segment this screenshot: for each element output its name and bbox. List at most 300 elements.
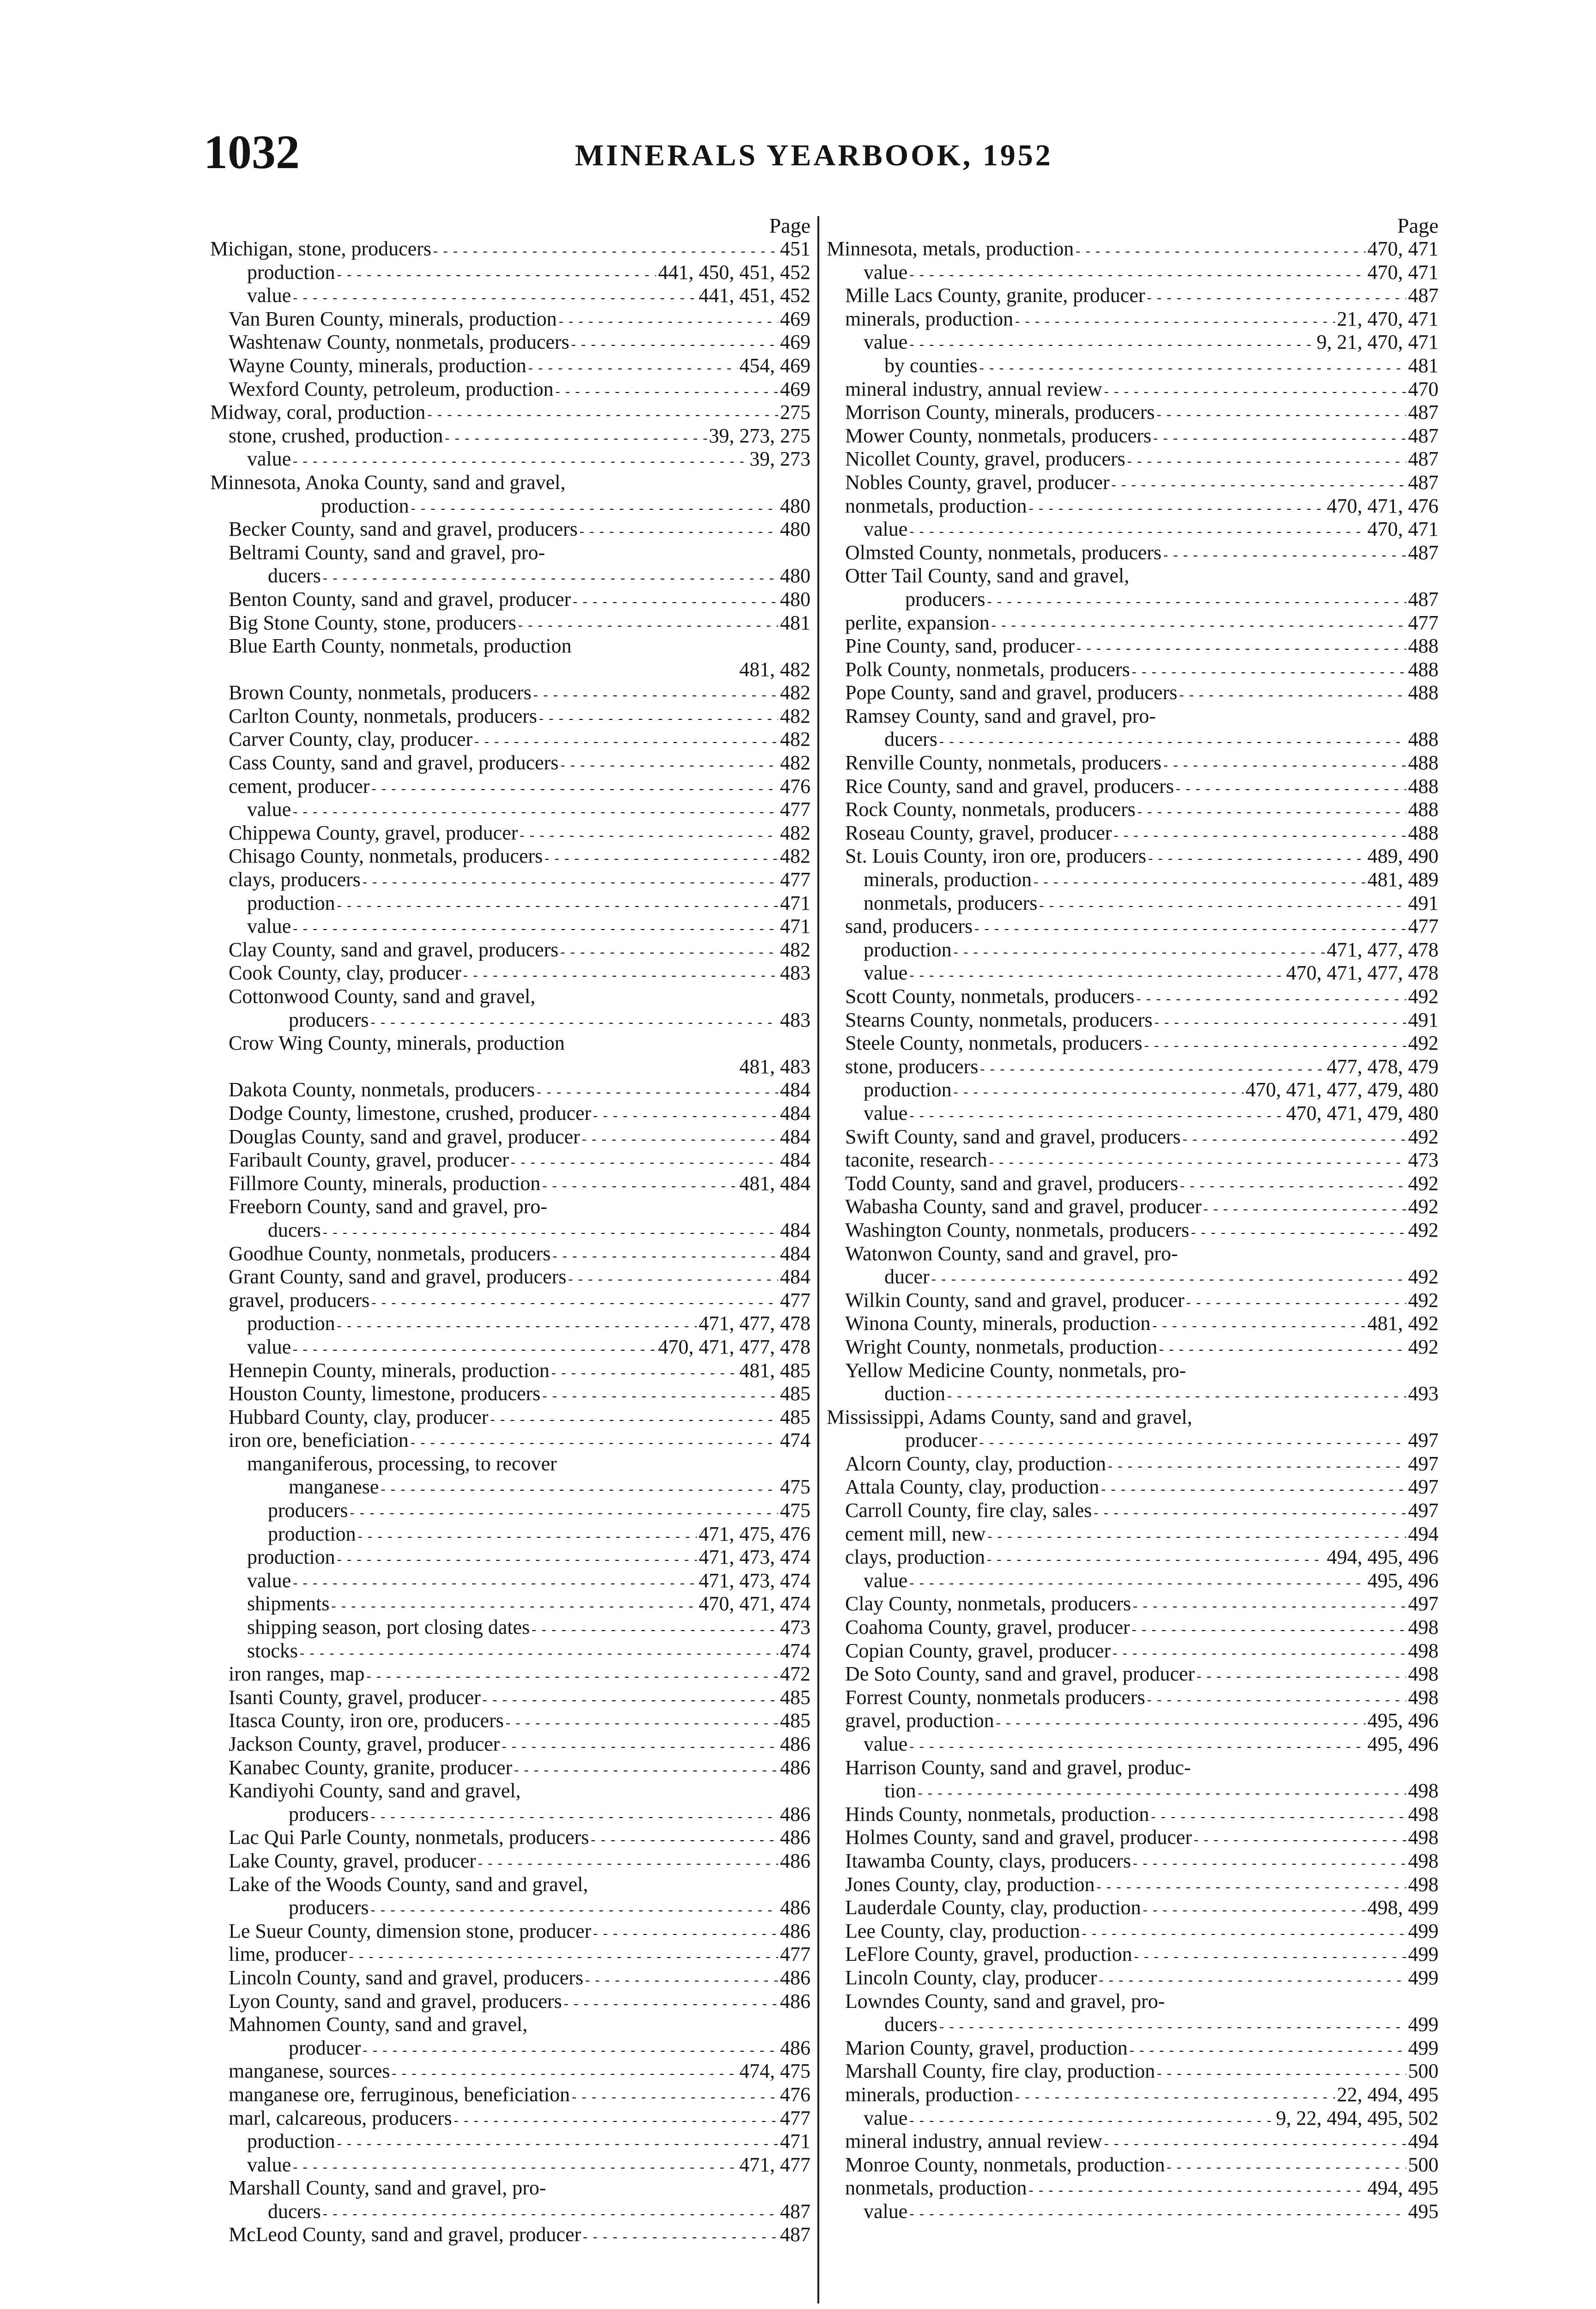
page-reference: 483 <box>780 1008 810 1031</box>
dot-leader <box>1151 1803 1406 1829</box>
entry-text: Mahnomen County, sand and gravel, <box>229 2013 528 2036</box>
index-entry <box>827 1733 1439 1756</box>
page-reference: 491 <box>1408 1008 1439 1031</box>
entry-text: Lac Qui Parle County, nonmetals, producers <box>229 1826 589 1849</box>
index-entry <box>210 308 810 331</box>
entry-text: Cook County, clay, producer <box>229 961 461 985</box>
entry-text: value <box>247 1335 291 1358</box>
entry-text: Wayne County, minerals, production <box>229 354 526 377</box>
entry-text: Scott County, nonmetals, producers <box>845 985 1135 1008</box>
dot-leader <box>1197 1662 1406 1688</box>
entry-text: Lyon County, sand and gravel, producers <box>229 1989 562 2013</box>
dot-leader <box>532 1616 778 1642</box>
dot-leader <box>1152 1312 1366 1338</box>
page-reference: 471, 475, 476 <box>699 1522 810 1545</box>
dot-leader <box>909 1569 1366 1595</box>
page-reference: 488 <box>1408 751 1439 774</box>
index-entry <box>210 2200 810 2224</box>
dot-leader <box>1203 1195 1406 1221</box>
dot-leader <box>474 728 778 754</box>
dot-leader <box>1082 1920 1406 1946</box>
index-entry <box>210 261 810 284</box>
entry-text: nonmetals, producers <box>864 891 1038 914</box>
index-entry <box>827 261 1439 284</box>
index-entry <box>827 938 1439 962</box>
entry-text: Cass County, sand and gravel, producers <box>229 751 559 774</box>
entry-text: Watonwon County, sand and gravel, pro- <box>845 1242 1178 1265</box>
dot-leader <box>1094 1499 1406 1525</box>
page-reference: 484 <box>780 1218 810 1241</box>
dot-leader <box>358 1523 697 1548</box>
index-entry <box>827 1966 1439 1990</box>
page-reference: 470, 471 <box>1367 237 1439 260</box>
page-reference: 492 <box>1408 1032 1439 1055</box>
dot-leader <box>293 1336 656 1361</box>
page-reference: 492 <box>1408 1335 1439 1358</box>
page-reference: 471, 477, 478 <box>699 1312 810 1335</box>
entry-text: value <box>864 331 908 354</box>
index-entry <box>827 822 1439 845</box>
index-entry <box>827 2037 1439 2060</box>
index-entry <box>827 1662 1439 1686</box>
entry-text: Rock County, nonmetals, producers <box>845 798 1136 821</box>
page-reference: 477 <box>780 798 810 821</box>
page-reference: 482 <box>780 681 810 704</box>
entry-text: nonmetals, production <box>845 494 1027 517</box>
entry-text: Freeborn County, sand and gravel, pro- <box>229 1195 547 1218</box>
page-reference: 482 <box>780 821 810 844</box>
page-reference: 498 <box>1408 1686 1439 1709</box>
dot-leader <box>560 751 778 777</box>
entry-text: Rice County, sand and gravel, producers <box>845 774 1174 798</box>
dot-leader <box>293 1569 697 1595</box>
entry-text: clays, producers <box>229 868 361 891</box>
index-entry <box>210 1359 810 1383</box>
dot-leader <box>931 1265 1406 1291</box>
index-entry <box>827 1639 1439 1663</box>
entry-text: ducers <box>884 2013 937 2036</box>
index-entry <box>827 1265 1439 1289</box>
entry-text: Holmes County, sand and gravel, producer <box>845 1826 1192 1849</box>
index-entry <box>827 518 1439 541</box>
dot-leader <box>1029 2176 1366 2202</box>
entry-text: value <box>864 2106 908 2129</box>
entry-text: De Soto County, sand and gravel, producer <box>845 1662 1195 1686</box>
page-reference: 475 <box>780 1499 810 1522</box>
entry-text: producers <box>905 587 985 610</box>
entry-text: production <box>247 1312 335 1335</box>
dot-leader <box>1029 495 1325 520</box>
dot-leader <box>363 868 778 894</box>
entry-text: Todd County, sand and gravel, producers <box>845 1172 1179 1195</box>
index-entry <box>210 892 810 915</box>
entry-text: value <box>864 2200 908 2223</box>
index-entry <box>827 611 1439 635</box>
entry-text: Michigan, stone, producers <box>210 237 431 260</box>
index-entry <box>827 495 1439 518</box>
running-title: MINERALS YEARBOOK, 1952 <box>575 139 1053 172</box>
index-column-right <box>827 214 1439 2223</box>
dot-leader <box>987 588 1407 614</box>
page-reference: 474 <box>780 1429 810 1452</box>
index-entry <box>210 1873 810 1897</box>
dot-leader <box>1176 775 1406 801</box>
dot-leader <box>411 1429 778 1455</box>
page-reference: 486 <box>780 1896 810 1919</box>
index-entry <box>210 1990 810 2013</box>
dot-leader <box>559 308 778 333</box>
index-entry <box>210 447 810 471</box>
entry-text: duction <box>884 1382 945 1405</box>
entry-text: gravel, producers <box>229 1288 370 1312</box>
dot-leader <box>1130 2037 1406 2062</box>
column-heading-page: Page <box>1397 214 1439 237</box>
index-entry <box>827 541 1439 565</box>
index-entry <box>210 1733 810 1756</box>
page-reference: 494, 495 <box>1367 2176 1439 2200</box>
entry-text: producers <box>289 1008 369 1031</box>
dot-leader <box>571 331 778 357</box>
dot-leader <box>1134 1943 1406 1969</box>
page-reference: 492 <box>1408 1288 1439 1312</box>
dot-leader <box>572 2083 778 2109</box>
index-entry <box>210 705 810 728</box>
index-entry <box>827 1756 1439 1780</box>
entry-text: minerals, production <box>864 868 1032 891</box>
page-reference: 39, 273 <box>750 447 810 471</box>
index-entry <box>827 1172 1439 1196</box>
dot-leader <box>1076 237 1366 263</box>
page-reference: 485 <box>780 1709 810 1732</box>
index-entry <box>210 1616 810 1639</box>
index-entry <box>827 1546 1439 1569</box>
index-entry <box>210 518 810 541</box>
entry-text: Nobles County, gravel, producer <box>845 471 1110 494</box>
entry-text: Swift County, sand and gravel, producers <box>845 1125 1181 1148</box>
entry-text: minerals, production <box>845 307 1014 330</box>
entry-text: producer <box>289 2036 361 2059</box>
index-entry <box>827 1359 1439 1383</box>
page-reference: 500 <box>1408 2060 1439 2083</box>
entry-text: cement mill, new <box>845 1522 986 1545</box>
index-entry <box>827 1009 1439 1032</box>
dot-leader <box>483 1686 778 1712</box>
index-entry <box>827 1336 1439 1359</box>
index-entry <box>827 378 1439 401</box>
entry-text: value <box>864 1101 908 1124</box>
dot-leader <box>1186 1289 1406 1315</box>
entry-text: Minnesota, Anoka County, sand and gravel, <box>210 471 566 494</box>
dot-leader <box>331 1592 697 1618</box>
index-entry <box>210 1546 810 1569</box>
index-entry <box>827 1920 1439 1943</box>
index-entry <box>210 1920 810 1943</box>
index-entry <box>210 1336 810 1359</box>
entry-text: taconite, research <box>845 1148 987 1172</box>
page-reference: 489, 490 <box>1367 845 1439 868</box>
page-reference: 492 <box>1408 1218 1439 1241</box>
entry-text: shipments <box>247 1592 330 1615</box>
entry-text: production <box>247 260 335 284</box>
entry-text: Attala County, clay, production <box>845 1475 1100 1499</box>
dot-leader <box>363 2037 778 2062</box>
index-column-left <box>210 214 810 2247</box>
index-entry <box>210 1452 810 1476</box>
index-entry <box>210 495 810 518</box>
page-reference: 470, 471, 479, 480 <box>1286 1101 1439 1124</box>
entry-text: Kanabec County, granite, producer <box>229 1756 513 1779</box>
entry-text: value <box>864 961 908 985</box>
index-entry <box>210 1756 810 1780</box>
index-entry <box>827 1592 1439 1616</box>
entry-text: Becker County, sand and gravel, producers <box>229 518 578 541</box>
page-reference: 484 <box>780 1101 810 1124</box>
dot-leader <box>528 354 738 380</box>
entry-text: Cottonwood County, sand and gravel, <box>229 985 536 1008</box>
index-entries-left <box>210 237 810 2247</box>
index-entry <box>210 1499 810 1523</box>
dot-leader <box>987 1523 1406 1548</box>
dot-leader <box>1039 892 1406 918</box>
index-entry <box>210 1966 810 1990</box>
index-entry <box>827 868 1439 892</box>
index-entry <box>827 1452 1439 1476</box>
page-reference: 497 <box>1408 1499 1439 1522</box>
entry-text: Mower County, nonmetals, producers <box>845 424 1152 447</box>
dot-leader <box>502 1733 778 1759</box>
dot-leader <box>979 1429 1406 1455</box>
dot-leader <box>918 1779 1406 1805</box>
index-entry <box>827 1569 1439 1593</box>
entry-text: production <box>247 1546 335 1569</box>
page-reference: 471, 473, 474 <box>699 1546 810 1569</box>
entry-text: Forrest County, nonmetals producers <box>845 1686 1145 1709</box>
index-entry <box>210 1078 810 1102</box>
dot-leader <box>551 1359 738 1385</box>
entry-text: value <box>247 1569 291 1592</box>
entry-text: Monroe County, nonmetals, production <box>845 2153 1165 2176</box>
dot-leader <box>514 1756 778 1782</box>
index-entry <box>827 1826 1439 1850</box>
index-entry <box>827 1289 1439 1312</box>
entry-text: Kandiyohi County, sand and gravel, <box>229 1779 521 1802</box>
index-entry <box>210 1125 810 1149</box>
entry-text: Chisago County, nonmetals, producers <box>229 845 543 868</box>
page-reference: 487 <box>1408 471 1439 494</box>
dot-leader <box>392 2060 738 2085</box>
index-entry <box>210 1779 810 1803</box>
dot-leader <box>1132 1616 1406 1642</box>
entry-text: Jackson County, gravel, producer <box>229 1733 500 1755</box>
page-reference: 470, 471 <box>1367 518 1439 541</box>
dot-leader <box>293 447 748 473</box>
index-entry <box>210 1429 810 1452</box>
dot-leader <box>1034 868 1366 894</box>
entry-text: Fillmore County, minerals, production <box>229 1172 541 1195</box>
index-entry <box>210 1662 810 1686</box>
index-entry <box>827 1382 1439 1406</box>
page-reference: 498 <box>1408 1826 1439 1849</box>
dot-leader <box>583 2223 778 2249</box>
index-entry <box>210 354 810 378</box>
index-entry <box>210 1382 810 1406</box>
page-reference: 484 <box>780 1148 810 1172</box>
column-heading-page: Page <box>769 214 810 237</box>
page-reference: 488 <box>1408 658 1439 681</box>
page-reference: 494 <box>1408 2130 1439 2153</box>
entry-text: producers <box>268 1499 348 1522</box>
dot-leader <box>1183 1125 1406 1151</box>
entry-text: Minnesota, metals, production <box>827 237 1074 260</box>
entry-text: Lincoln County, sand and gravel, producers <box>229 1966 584 1989</box>
dot-leader <box>537 1078 778 1104</box>
index-entry <box>827 2130 1439 2153</box>
index-entry <box>827 915 1439 938</box>
page-reference: 488 <box>1408 798 1439 821</box>
entry-text: Alcorn County, clay, production <box>845 1452 1106 1475</box>
index-entry <box>210 845 810 868</box>
entry-text: stocks <box>247 1639 298 1662</box>
entry-text: Carlton County, nonmetals, producers <box>229 704 538 727</box>
page-reference: 470, 471, 474 <box>699 1592 810 1615</box>
dot-leader <box>1104 2130 1406 2156</box>
index-entry <box>210 1242 810 1266</box>
dot-leader <box>1147 1686 1406 1712</box>
entry-text: Chippewa County, gravel, producer <box>229 821 518 844</box>
entry-text: Roseau County, gravel, producer <box>845 821 1112 844</box>
index-entry <box>210 564 810 588</box>
dot-leader <box>939 2013 1406 2039</box>
dot-leader <box>909 2107 1274 2133</box>
entry-text: Carver County, clay, producer <box>229 728 473 751</box>
page-reference: 480 <box>780 587 810 610</box>
dot-leader <box>454 2107 778 2133</box>
entry-text: value <box>247 447 291 471</box>
page-reference: 481, 482 <box>739 658 810 681</box>
dot-leader <box>337 1312 697 1338</box>
entry-text: Hinds County, nonmetals, production <box>845 1802 1149 1825</box>
entry-text: value <box>247 284 291 307</box>
index-entry <box>827 1873 1439 1897</box>
index-entry <box>210 1475 810 1499</box>
page-reference: 454, 469 <box>739 354 810 377</box>
page-reference: 487 <box>1408 284 1439 307</box>
page-reference: 482 <box>780 704 810 727</box>
dot-leader <box>909 2200 1406 2226</box>
index-entry <box>210 2153 810 2177</box>
index-entry <box>210 611 810 635</box>
entry-text: mineral industry, annual review <box>845 2130 1102 2153</box>
index-entry <box>827 1943 1439 1966</box>
page-reference: 472 <box>780 1662 810 1686</box>
page-reference: 495 <box>1408 2200 1439 2223</box>
entry-text: Faribault County, gravel, producer <box>229 1148 509 1172</box>
page-reference: 21, 470, 471 <box>1337 307 1439 330</box>
dot-leader <box>580 518 778 544</box>
entry-text: Wexford County, petroleum, production <box>229 377 554 400</box>
index-entry <box>827 1219 1439 1242</box>
dot-leader <box>1132 658 1406 684</box>
dot-leader <box>1191 1219 1406 1245</box>
page-reference: 471, 477, 478 <box>1327 938 1439 961</box>
index-entry <box>210 424 810 448</box>
page-reference: 441, 451, 452 <box>699 284 810 307</box>
entry-text: production <box>247 2130 335 2153</box>
index-entries-right <box>827 237 1439 2223</box>
dot-leader <box>1155 1009 1406 1034</box>
dot-leader <box>293 284 697 310</box>
page-reference: 481, 489 <box>1367 868 1439 891</box>
page-reference: 500 <box>1408 2153 1439 2176</box>
page-reference: 488 <box>1408 635 1439 658</box>
page-reference: 477 <box>1408 915 1439 938</box>
index-entry <box>827 588 1439 611</box>
index-entry <box>827 2083 1439 2107</box>
index-entry <box>210 2037 810 2060</box>
entry-text: Renville County, nonmetals, producers <box>845 751 1162 774</box>
entry-text: perlite, expansion <box>845 611 990 634</box>
index-entry <box>827 2013 1439 2037</box>
page-reference: 488 <box>1408 774 1439 798</box>
dot-leader <box>1127 447 1406 473</box>
entry-text: Douglas County, sand and gravel, producer <box>229 1125 580 1148</box>
entry-text: Morrison County, minerals, producers <box>845 401 1155 424</box>
index-entry <box>827 1990 1439 2013</box>
page-reference: 487 <box>1408 447 1439 471</box>
page-reference: 487 <box>1408 587 1439 610</box>
entry-text: Lauderdale County, clay, production <box>845 1896 1141 1919</box>
index-entry <box>210 938 810 962</box>
dot-leader <box>1163 541 1406 567</box>
index-entry <box>827 1709 1439 1733</box>
page-reference: 477 <box>780 2106 810 2129</box>
entry-text: Marshall County, sand and gravel, pro- <box>229 2176 546 2200</box>
dot-leader <box>987 1546 1325 1572</box>
index-entry <box>827 985 1439 1009</box>
page-reference: 469 <box>780 331 810 354</box>
dot-leader <box>564 1990 778 2016</box>
dot-leader <box>478 1850 778 1875</box>
dot-leader <box>1147 284 1406 310</box>
page-reference: 487 <box>1408 424 1439 447</box>
index-entry <box>827 1125 1439 1149</box>
index-entry <box>210 751 810 775</box>
dot-leader <box>585 1966 778 1992</box>
page-reference: 497 <box>1408 1475 1439 1499</box>
page-reference: 482 <box>780 728 810 751</box>
index-entry <box>210 961 810 985</box>
index-entry <box>827 705 1439 728</box>
index-entry <box>827 775 1439 798</box>
page-reference: 499 <box>1408 2036 1439 2059</box>
entry-text: ducer <box>884 1265 930 1288</box>
dot-leader <box>560 938 778 964</box>
page-reference: 498 <box>1408 1616 1439 1639</box>
page-reference: 485 <box>780 1686 810 1709</box>
index-entry <box>827 798 1439 822</box>
index-entry <box>827 2153 1439 2177</box>
index-entry <box>827 1312 1439 1336</box>
entry-text: tion <box>884 1779 916 1802</box>
dot-leader <box>506 1709 778 1735</box>
page-reference: 495, 496 <box>1367 1709 1439 1732</box>
index-entry <box>827 1616 1439 1639</box>
index-entry <box>210 915 810 938</box>
index-entry <box>210 1850 810 1873</box>
entry-text: manganiferous, processing, to recover <box>247 1452 557 1475</box>
entry-text: Jones County, clay, production <box>845 1873 1095 1896</box>
index-entry <box>827 1850 1439 1873</box>
